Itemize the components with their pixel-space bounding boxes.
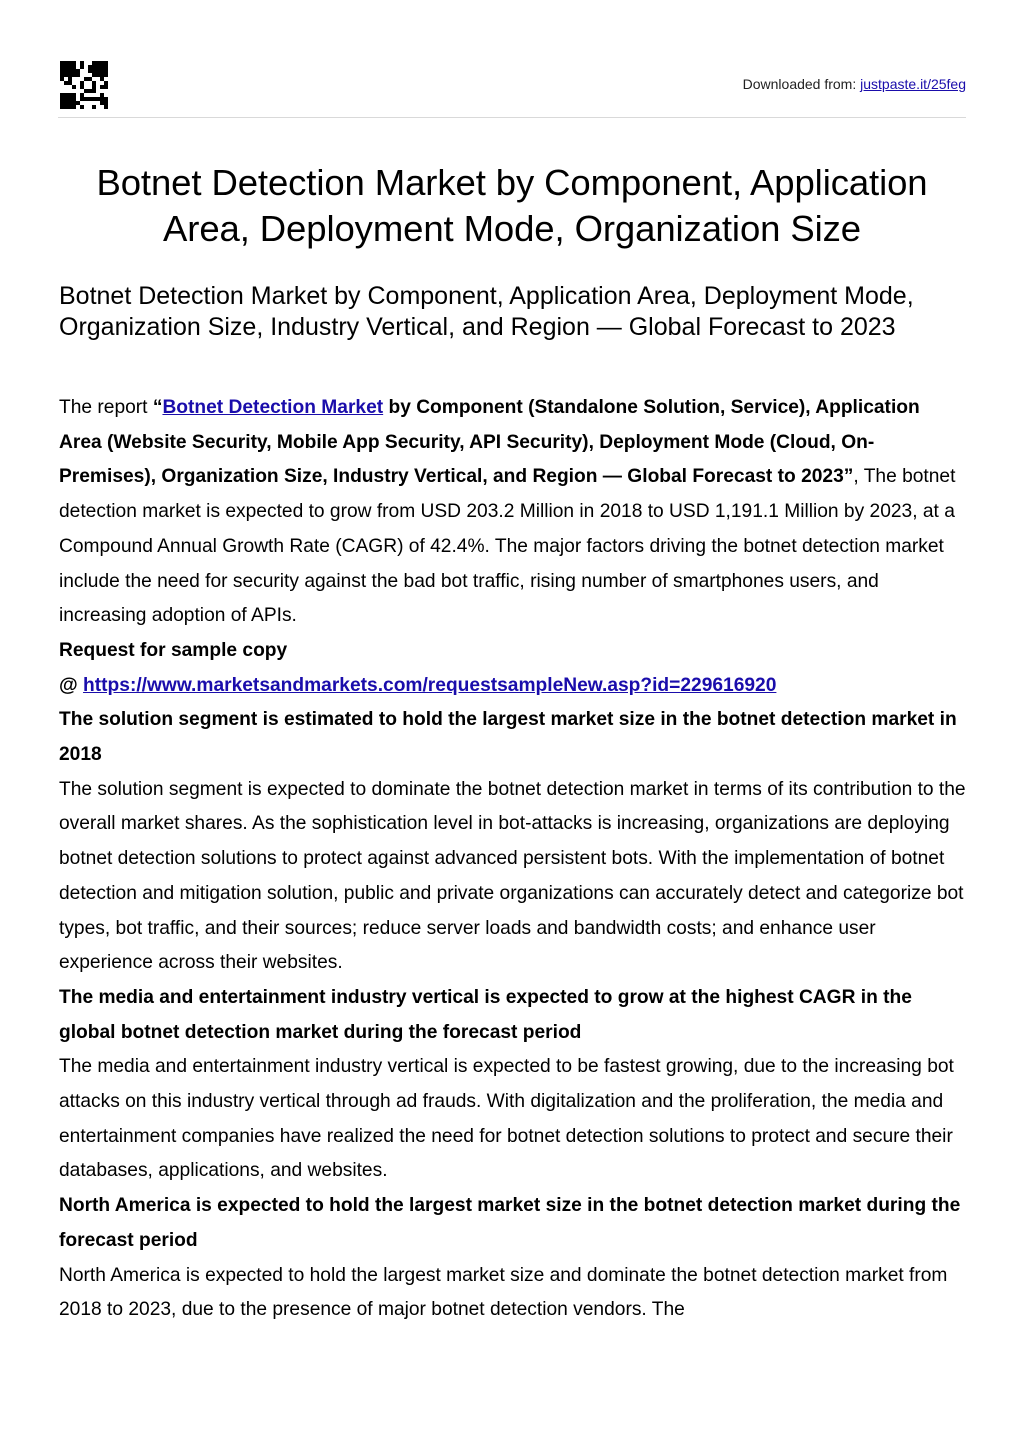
qr-code-icon bbox=[60, 61, 108, 109]
at-sign: @ bbox=[59, 674, 84, 696]
intro-quote-open: “ bbox=[152, 397, 163, 418]
section-text: The media and entertainment industry vertical is expected to be fastest growing, due to the increasing bot attacks on this industry vertical through ad frauds. With digitalization and the proliferation, the media and entertainment companies have realized the need for botnet detection solutions to protect and secure their databases, applications, and websites. bbox=[59, 1056, 954, 1182]
article-body bbox=[59, 391, 966, 1328]
source-link[interactable]: justpaste.it/25feg bbox=[860, 76, 966, 92]
sample-link-line bbox=[59, 669, 966, 704]
section-heading: The solution segment is estimated to hold the largest market size in the botnet detection market in 2018 bbox=[59, 709, 957, 766]
section-text: North America is expected to hold the largest market size and dominate the botnet detection market from 2018 to 2023, due to the presence of major botnet detection vendors. The bbox=[59, 1264, 948, 1321]
section-heading: North America is expected to hold the largest market size in the botnet detection market during the forecast period bbox=[59, 1195, 961, 1251]
sample-label: Request for sample copy bbox=[59, 639, 288, 661]
intro-text: , The botnet detection market is expected to grow from USD 203.2 Million in 2018 to USD 1,191.1 Million by 2023, at a Compound Annual Growth Rate (CAGR) of 42.4%. The major factors driving the botnet detection market include the need for security against the bad bot traffic, rising number of smartphones users, and increasing adoption of APIs. bbox=[59, 466, 956, 627]
page-title: Botnet Detection Market by Component, Application Area, Deployment Mode, Organization Size bbox=[96, 162, 928, 249]
page-subtitle: Botnet Detection Market by Component, Application Area, Deployment Mode, Organization Size, Industry Vertical, and Region — Global Forecast to 2023 bbox=[59, 282, 914, 341]
downloaded-from bbox=[743, 76, 966, 92]
section-text: The solution segment is expected to dominate the botnet detection market in terms of its contribution to the overall market shares. As the sophistication level in bot-attacks is increasing, organizations are deploying botnet detection solutions to protect against advanced persistent bots. With the implementation of botnet detection and mitigation solution, public and private organizations can accurately detect and categorize bot types, bot traffic, and their sources; reduce server loads and bandwidth costs; and enhance user experience across their websites. bbox=[59, 778, 966, 974]
intro-report-title: by Component (Standalone Solution, Service), Application Area (Website Security, Mobile App Security, API Security), Deployment Mode (Cloud, On-Premises), Organization Size, Industry Vertical, and Region — Global Forecast to 2023” bbox=[59, 397, 920, 488]
downloaded-label: Downloaded from: bbox=[742, 76, 861, 92]
section-heading: The media and entertainment industry vertical is expected to grow at the highest CAGR in the global botnet detection market during the forecast period bbox=[59, 986, 912, 1043]
intro-pre: The report bbox=[59, 397, 153, 418]
report-link[interactable]: Botnet Detection Market bbox=[162, 397, 384, 418]
intro-paragraph bbox=[59, 391, 966, 634]
sample-link[interactable]: https://www.marketsandmarkets.com/requestsampleNew.asp?id=229616920 bbox=[83, 674, 777, 696]
header-divider bbox=[58, 117, 966, 118]
